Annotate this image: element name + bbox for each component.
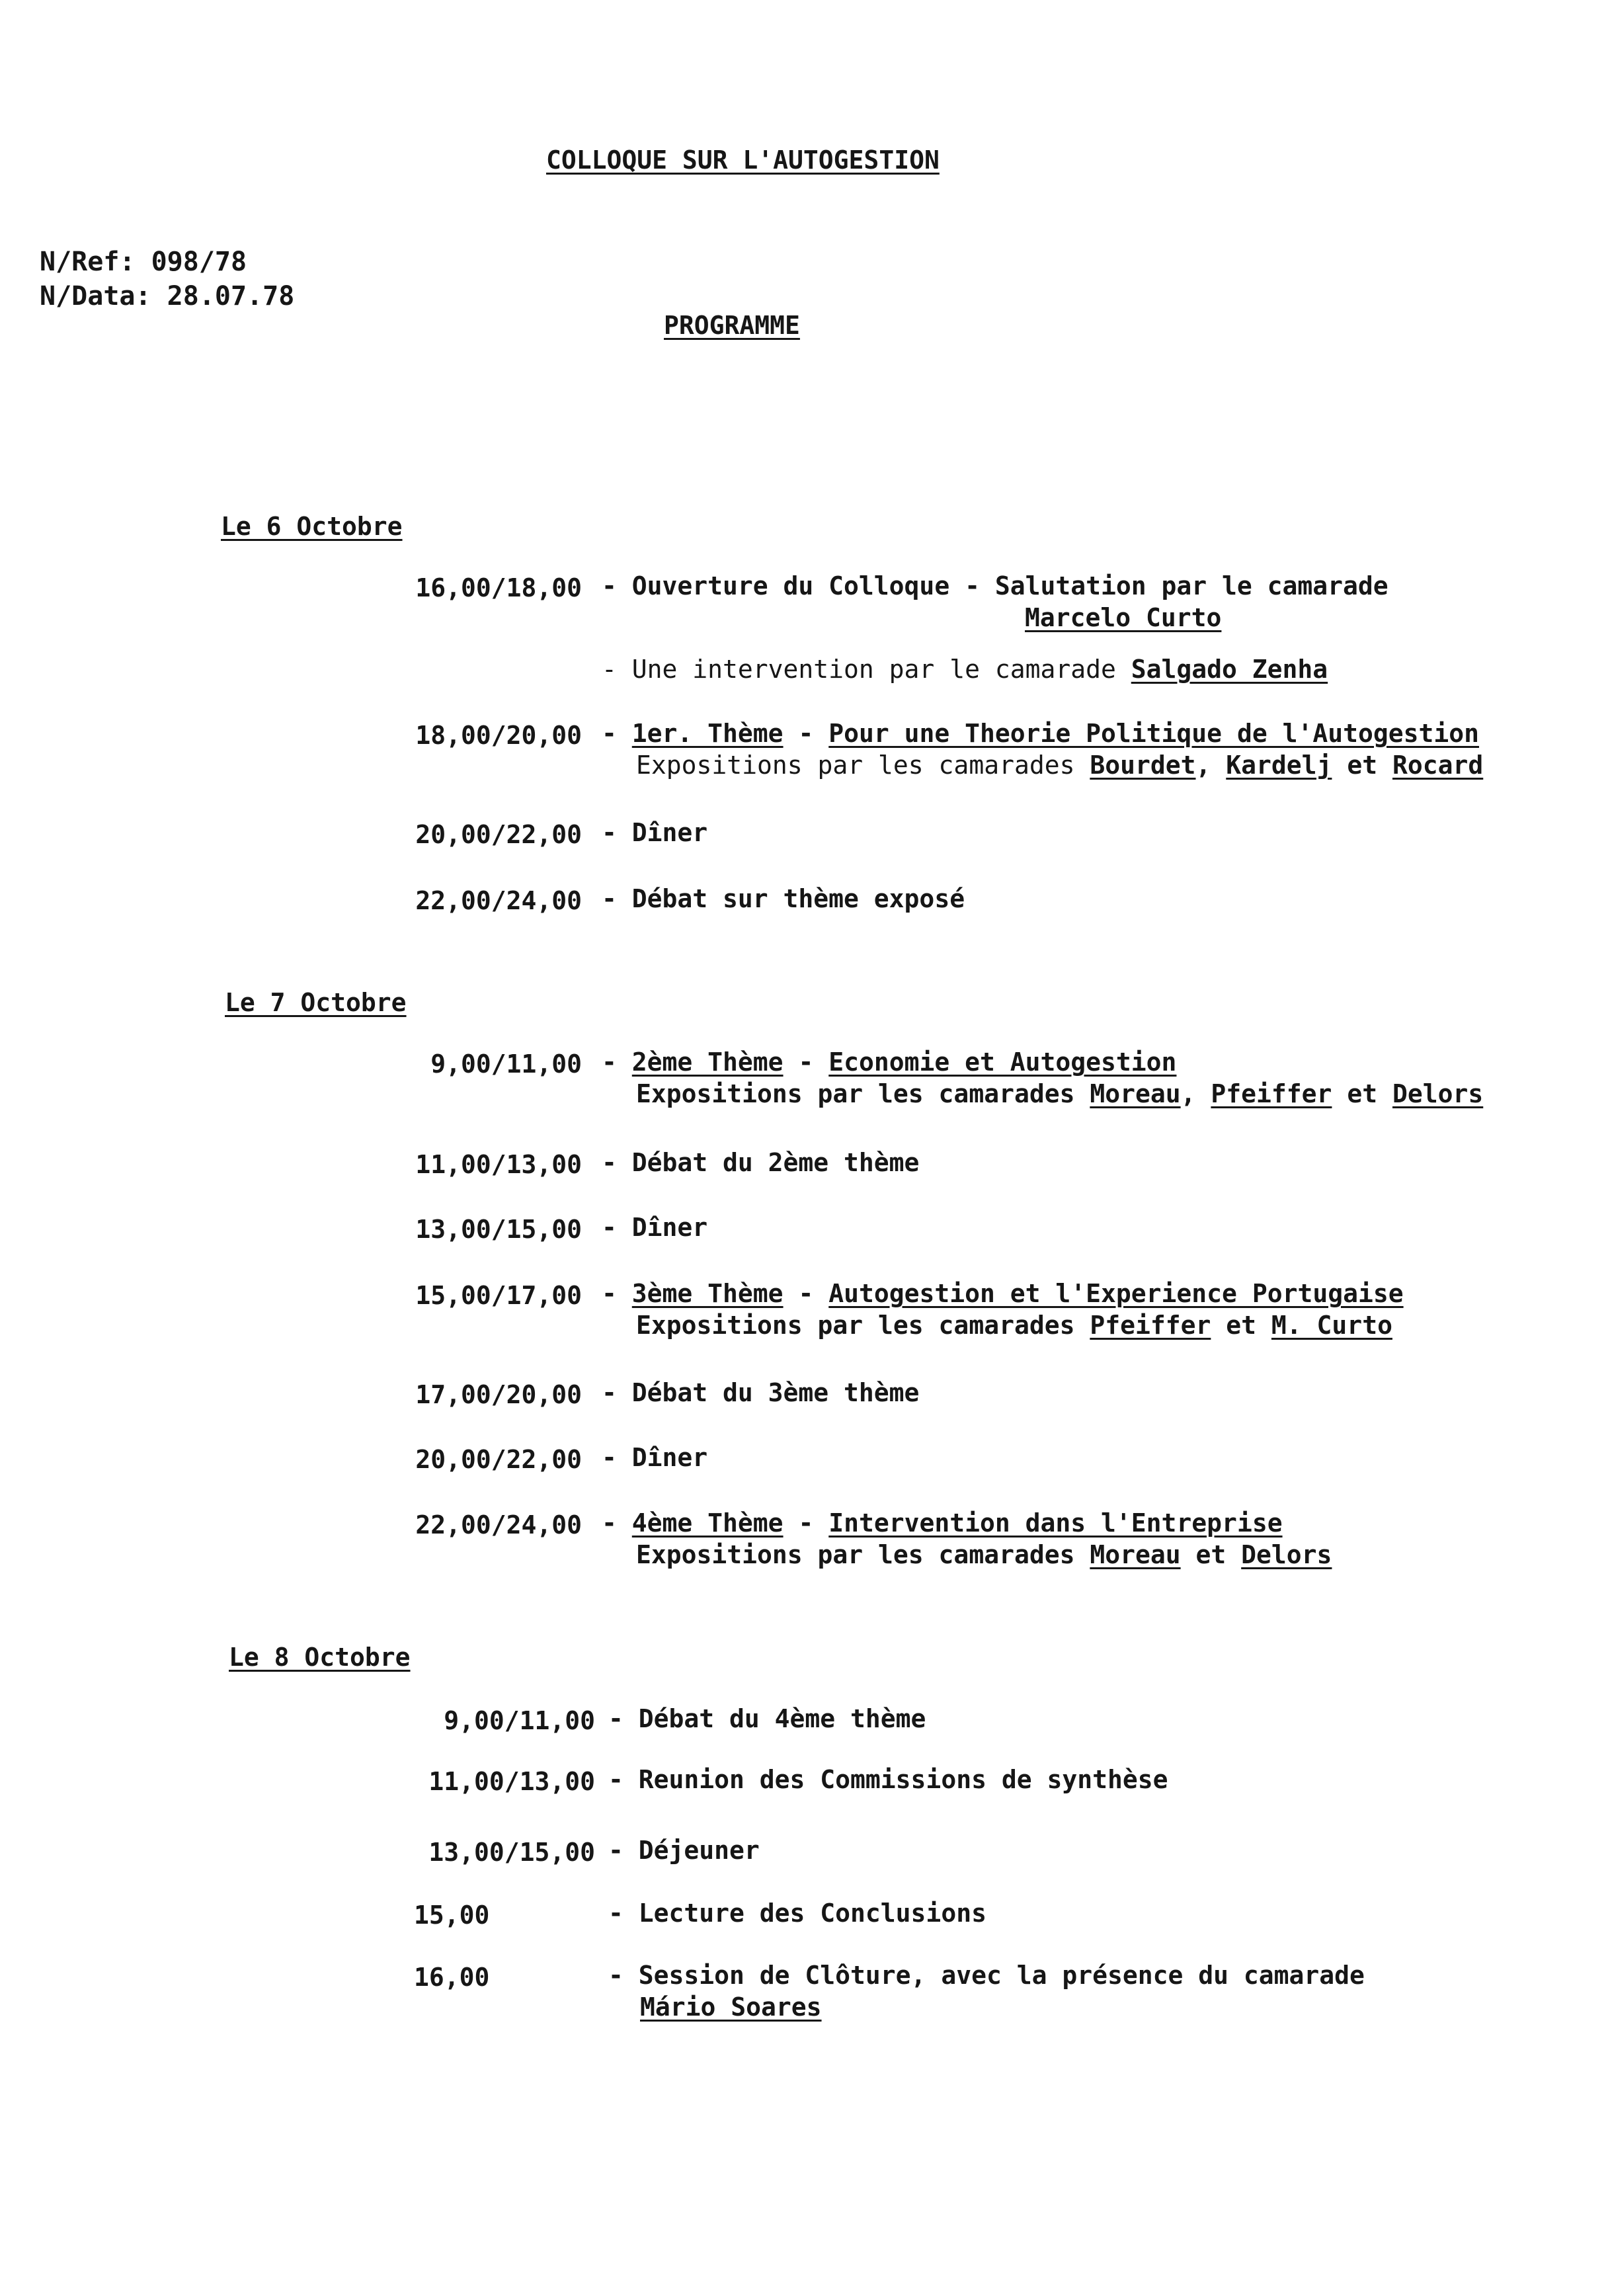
schedule-entry: - Ouverture du Colloque - Salutation par le camarade [602,571,1388,600]
theme-entry: - 1er. Thème - Pour une Theorie Politique de l'Autogestion [602,719,1479,748]
schedule-time: 20,00/22,00 [415,820,582,849]
schedule-entry: - Débat du 4ème thème [608,1704,926,1733]
speaker-name: Marcelo Curto [1025,603,1222,632]
schedule-time: 13,00/15,00 [415,1215,582,1244]
schedule-time: 15,00 [414,1901,490,1930]
theme-entry: - 4ème Thème - Intervention dans l'Entreprise [602,1508,1283,1538]
theme-title: Autogestion et l'Experience Portugaise [828,1279,1404,1308]
reference-date: N/Data: 28.07.78 [40,281,295,311]
speaker-name: Moreau [1090,1079,1181,1108]
schedule-time: 16,00/18,00 [415,573,582,602]
speakers-line: Expositions par les camarades Moreau et Delors [636,1540,1332,1569]
schedule-entry: - Une intervention par le camarade Salgado Zenha [602,655,1328,684]
speaker-name: Bourdet [1090,751,1196,780]
theme-title: Intervention dans l'Entreprise [828,1508,1283,1538]
schedule-time: 11,00/13,00 [415,1150,582,1179]
programme-heading: PROGRAMME [664,311,800,340]
schedule-time: 22,00/24,00 [415,886,582,915]
speakers-line: Expositions par les camarades Pfeiffer et M. Curto [636,1311,1392,1340]
reference-number: N/Ref: 098/78 [40,247,247,277]
theme-label: 2ème Thème [631,1047,784,1077]
speaker-name: Salgado Zenha [1131,655,1328,684]
theme-label: 1er. Thème [631,719,784,748]
schedule-time: 17,00/20,00 [415,1380,582,1409]
theme-title: Pour une Theorie Politique de l'Autogestion [828,719,1479,748]
schedule-time: 9,00/11,00 [444,1706,595,1735]
schedule-time: 18,00/20,00 [415,721,582,750]
speaker-name: Pfeiffer [1211,1079,1332,1108]
theme-entry: - 2ème Thème - Economie et Autogestion [602,1047,1177,1077]
speaker-name: Kardelj [1226,751,1332,780]
day-heading: Le 8 Octobre [229,1643,411,1672]
speakers-line: Expositions par les camarades Bourdet, Kardelj et Rocard [636,751,1484,780]
schedule-time: 11,00/13,00 [428,1767,595,1796]
speaker-name: Delors [1241,1540,1332,1569]
schedule-entry: - Lecture des Conclusions [608,1899,986,1928]
schedule-entry: - Session de Clôture, avec la présence du camarade [608,1961,1365,1990]
schedule-entry: - Déjeuner [608,1836,760,1865]
schedule-time: 13,00/15,00 [428,1838,595,1867]
schedule-entry: - Débat du 2ème thème [602,1148,920,1177]
schedule-time: 16,00 [414,1963,490,1992]
schedule-time: 22,00/24,00 [415,1510,582,1539]
theme-entry: - 3ème Thème - Autogestion et l'Experience Portugaise [602,1279,1404,1308]
day-heading: Le 6 Octobre [221,512,403,541]
schedule-entry: - Dîner [602,1213,708,1242]
schedule-entry: - Débat sur thème exposé [602,884,965,913]
day-heading: Le 7 Octobre [225,988,407,1017]
speaker-name: Delors [1392,1079,1484,1108]
speaker-name: Rocard [1392,751,1484,780]
schedule-entry: - Dîner [602,1443,708,1472]
speaker-name: Pfeiffer [1090,1311,1211,1340]
speaker-name: Mário Soares [640,1992,822,2022]
schedule-entry: - Reunion des Commissions de synthèse [608,1765,1168,1794]
schedule-time: 9,00/11,00 [430,1049,582,1079]
schedule-entry: - Dîner [602,818,708,847]
speaker-name: M. Curto [1271,1311,1392,1340]
schedule-entry: - Débat du 3ème thème [602,1378,920,1407]
theme-label: 3ème Thème [631,1279,784,1308]
speaker-name: Moreau [1090,1540,1181,1569]
theme-title: Economie et Autogestion [828,1047,1177,1077]
schedule-time: 15,00/17,00 [415,1281,582,1310]
schedule-time: 20,00/22,00 [415,1445,582,1474]
document-title: COLLOQUE SUR L'AUTOGESTION [546,145,940,175]
speakers-line: Expositions par les camarades Moreau, Pfeiffer et Delors [636,1079,1484,1108]
theme-label: 4ème Thème [631,1508,784,1538]
